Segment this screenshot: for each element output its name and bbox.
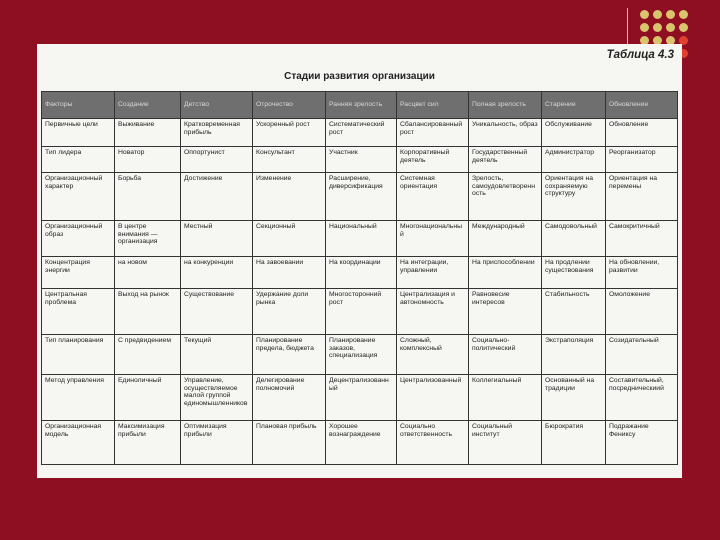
table-cell: Существование: [181, 289, 253, 335]
table-cell: Экстраполяция: [542, 335, 606, 375]
table-cell: Бюрократия: [542, 421, 606, 465]
table-cell: Уникальность, образ: [469, 119, 542, 147]
decor-dot: [679, 10, 688, 19]
table-cell: Планирование заказов, специализация: [326, 335, 397, 375]
table-cell: Коллегиальный: [469, 375, 542, 421]
table-cell: Реорганизатор: [606, 147, 678, 173]
table-cell: На завоевании: [253, 257, 326, 289]
table-row: [42, 119, 678, 147]
table-cell: Участник: [326, 147, 397, 173]
row-label-cell: Организационная модель: [42, 421, 115, 465]
decor-dot: [640, 23, 649, 32]
table-cell: Самодовольный: [542, 221, 606, 257]
table-cell: Социальный институт: [469, 421, 542, 465]
table-cell: на новом: [115, 257, 181, 289]
table-cell: Подражание Фениксу: [606, 421, 678, 465]
table-cell: Созидательный: [606, 335, 678, 375]
table-cell: Зрелость, самоудовлетворенность: [469, 173, 542, 221]
decor-dot: [666, 23, 675, 32]
stages-table: [41, 91, 678, 465]
table-row: [42, 421, 678, 465]
table-cell: Оппортунист: [181, 147, 253, 173]
header-cell: Обновление: [606, 92, 678, 119]
table-cell: Новатор: [115, 147, 181, 173]
table-cell: Изменение: [253, 173, 326, 221]
table-cell: Обслуживание: [542, 119, 606, 147]
row-label-cell: Тип планирования: [42, 335, 115, 375]
header-cell: Расцвет сил: [397, 92, 469, 119]
table-cell: На приспособлении: [469, 257, 542, 289]
table-cell: Управление, осуществляемое малой группой единомышленников: [181, 375, 253, 421]
table-cell: Администратор: [542, 147, 606, 173]
table-cell: Делегирование полномочий: [253, 375, 326, 421]
table-cell: Систематический рост: [326, 119, 397, 147]
table-cell: Международный: [469, 221, 542, 257]
table-cell: Борьба: [115, 173, 181, 221]
table-cell: Выход на рынок: [115, 289, 181, 335]
header-cell: Полная зрелость: [469, 92, 542, 119]
table-cell: Централизация и автономность: [397, 289, 469, 335]
decor-dot: [666, 10, 675, 19]
table-row: [42, 289, 678, 335]
table-cell: Стабильность: [542, 289, 606, 335]
table-cell: На обновлении, развитии: [606, 257, 678, 289]
table-cell: Удержание доли рынка: [253, 289, 326, 335]
table-cell: Выживание: [115, 119, 181, 147]
table-cell: Системная ориентация: [397, 173, 469, 221]
table-cell: Основанный на традиции: [542, 375, 606, 421]
table-cell: Государственный деятель: [469, 147, 542, 173]
table-cell: Планирование предела, бюджета: [253, 335, 326, 375]
table-caption: Таблица 4.3: [606, 49, 674, 61]
table-cell: Местный: [181, 221, 253, 257]
row-label-cell: Первичные цели: [42, 119, 115, 147]
row-label-cell: Центральная проблема: [42, 289, 115, 335]
table-cell: Составительный, посредническиий: [606, 375, 678, 421]
table-cell: Сбалансированный рост: [397, 119, 469, 147]
table-cell: Единоличный: [115, 375, 181, 421]
decor-dot: [653, 23, 662, 32]
table-cell: Национальный: [326, 221, 397, 257]
row-label-cell: Концентрация энергии: [42, 257, 115, 289]
header-cell: Создание: [115, 92, 181, 119]
table-cell: Самокритичный: [606, 221, 678, 257]
table-cell: Ускоренный рост: [253, 119, 326, 147]
decor-dot: [653, 10, 662, 19]
table-row: [42, 221, 678, 257]
table-cell: Кратковременная прибыль: [181, 119, 253, 147]
table-cell: Хорошее вознаграждение: [326, 421, 397, 465]
table-title: Стадии развития организации: [284, 71, 435, 82]
decor-dot: [640, 10, 649, 19]
table-cell: Сложный, комплексный: [397, 335, 469, 375]
row-label-cell: Организационный образ: [42, 221, 115, 257]
table-cell: Равновесие интересов: [469, 289, 542, 335]
table-cell: Корпоративный деятель: [397, 147, 469, 173]
table-cell: Омоложение: [606, 289, 678, 335]
table-row: [42, 257, 678, 289]
scanned-table-page: [37, 44, 682, 478]
row-label-cell: Организационный характер: [42, 173, 115, 221]
header-cell: Факторы: [42, 92, 115, 119]
table-row: [42, 335, 678, 375]
header-cell: Отрочество: [253, 92, 326, 119]
table-cell: Расширение, диверсификация: [326, 173, 397, 221]
header-cell: Детство: [181, 92, 253, 119]
table-cell: В центре внимания — организация: [115, 221, 181, 257]
table-row: [42, 147, 678, 173]
decor-dot: [679, 23, 688, 32]
table-cell: на конкуренции: [181, 257, 253, 289]
table-row: [42, 375, 678, 421]
table-cell: Обновление: [606, 119, 678, 147]
table-cell: Секционный: [253, 221, 326, 257]
header-cell: Старение: [542, 92, 606, 119]
row-label-cell: Тип лидера: [42, 147, 115, 173]
table-cell: Социально-политический: [469, 335, 542, 375]
table-cell: На координации: [326, 257, 397, 289]
table-cell: Централизованный: [397, 375, 469, 421]
table-cell: Достижение: [181, 173, 253, 221]
table-cell: С предвидением: [115, 335, 181, 375]
table-header-row: [42, 92, 678, 119]
table-cell: Ориентация на перемены: [606, 173, 678, 221]
table-cell: Плановая прибыль: [253, 421, 326, 465]
table-cell: Максимизация прибыли: [115, 421, 181, 465]
table-cell: Децентрализованный: [326, 375, 397, 421]
table-cell: Ориентация на сохраняемую структуру: [542, 173, 606, 221]
table-cell: Многосторонний рост: [326, 289, 397, 335]
table-row: [42, 173, 678, 221]
table-cell: Консультант: [253, 147, 326, 173]
table-cell: Текущий: [181, 335, 253, 375]
table-cell: На продлении существования: [542, 257, 606, 289]
table-cell: На интеграции, управлении: [397, 257, 469, 289]
table-cell: Оптимизация прибыли: [181, 421, 253, 465]
row-label-cell: Метод управления: [42, 375, 115, 421]
table-cell: Социально ответственность: [397, 421, 469, 465]
header-cell: Ранняя зрелость: [326, 92, 397, 119]
table-cell: Многонациональный: [397, 221, 469, 257]
